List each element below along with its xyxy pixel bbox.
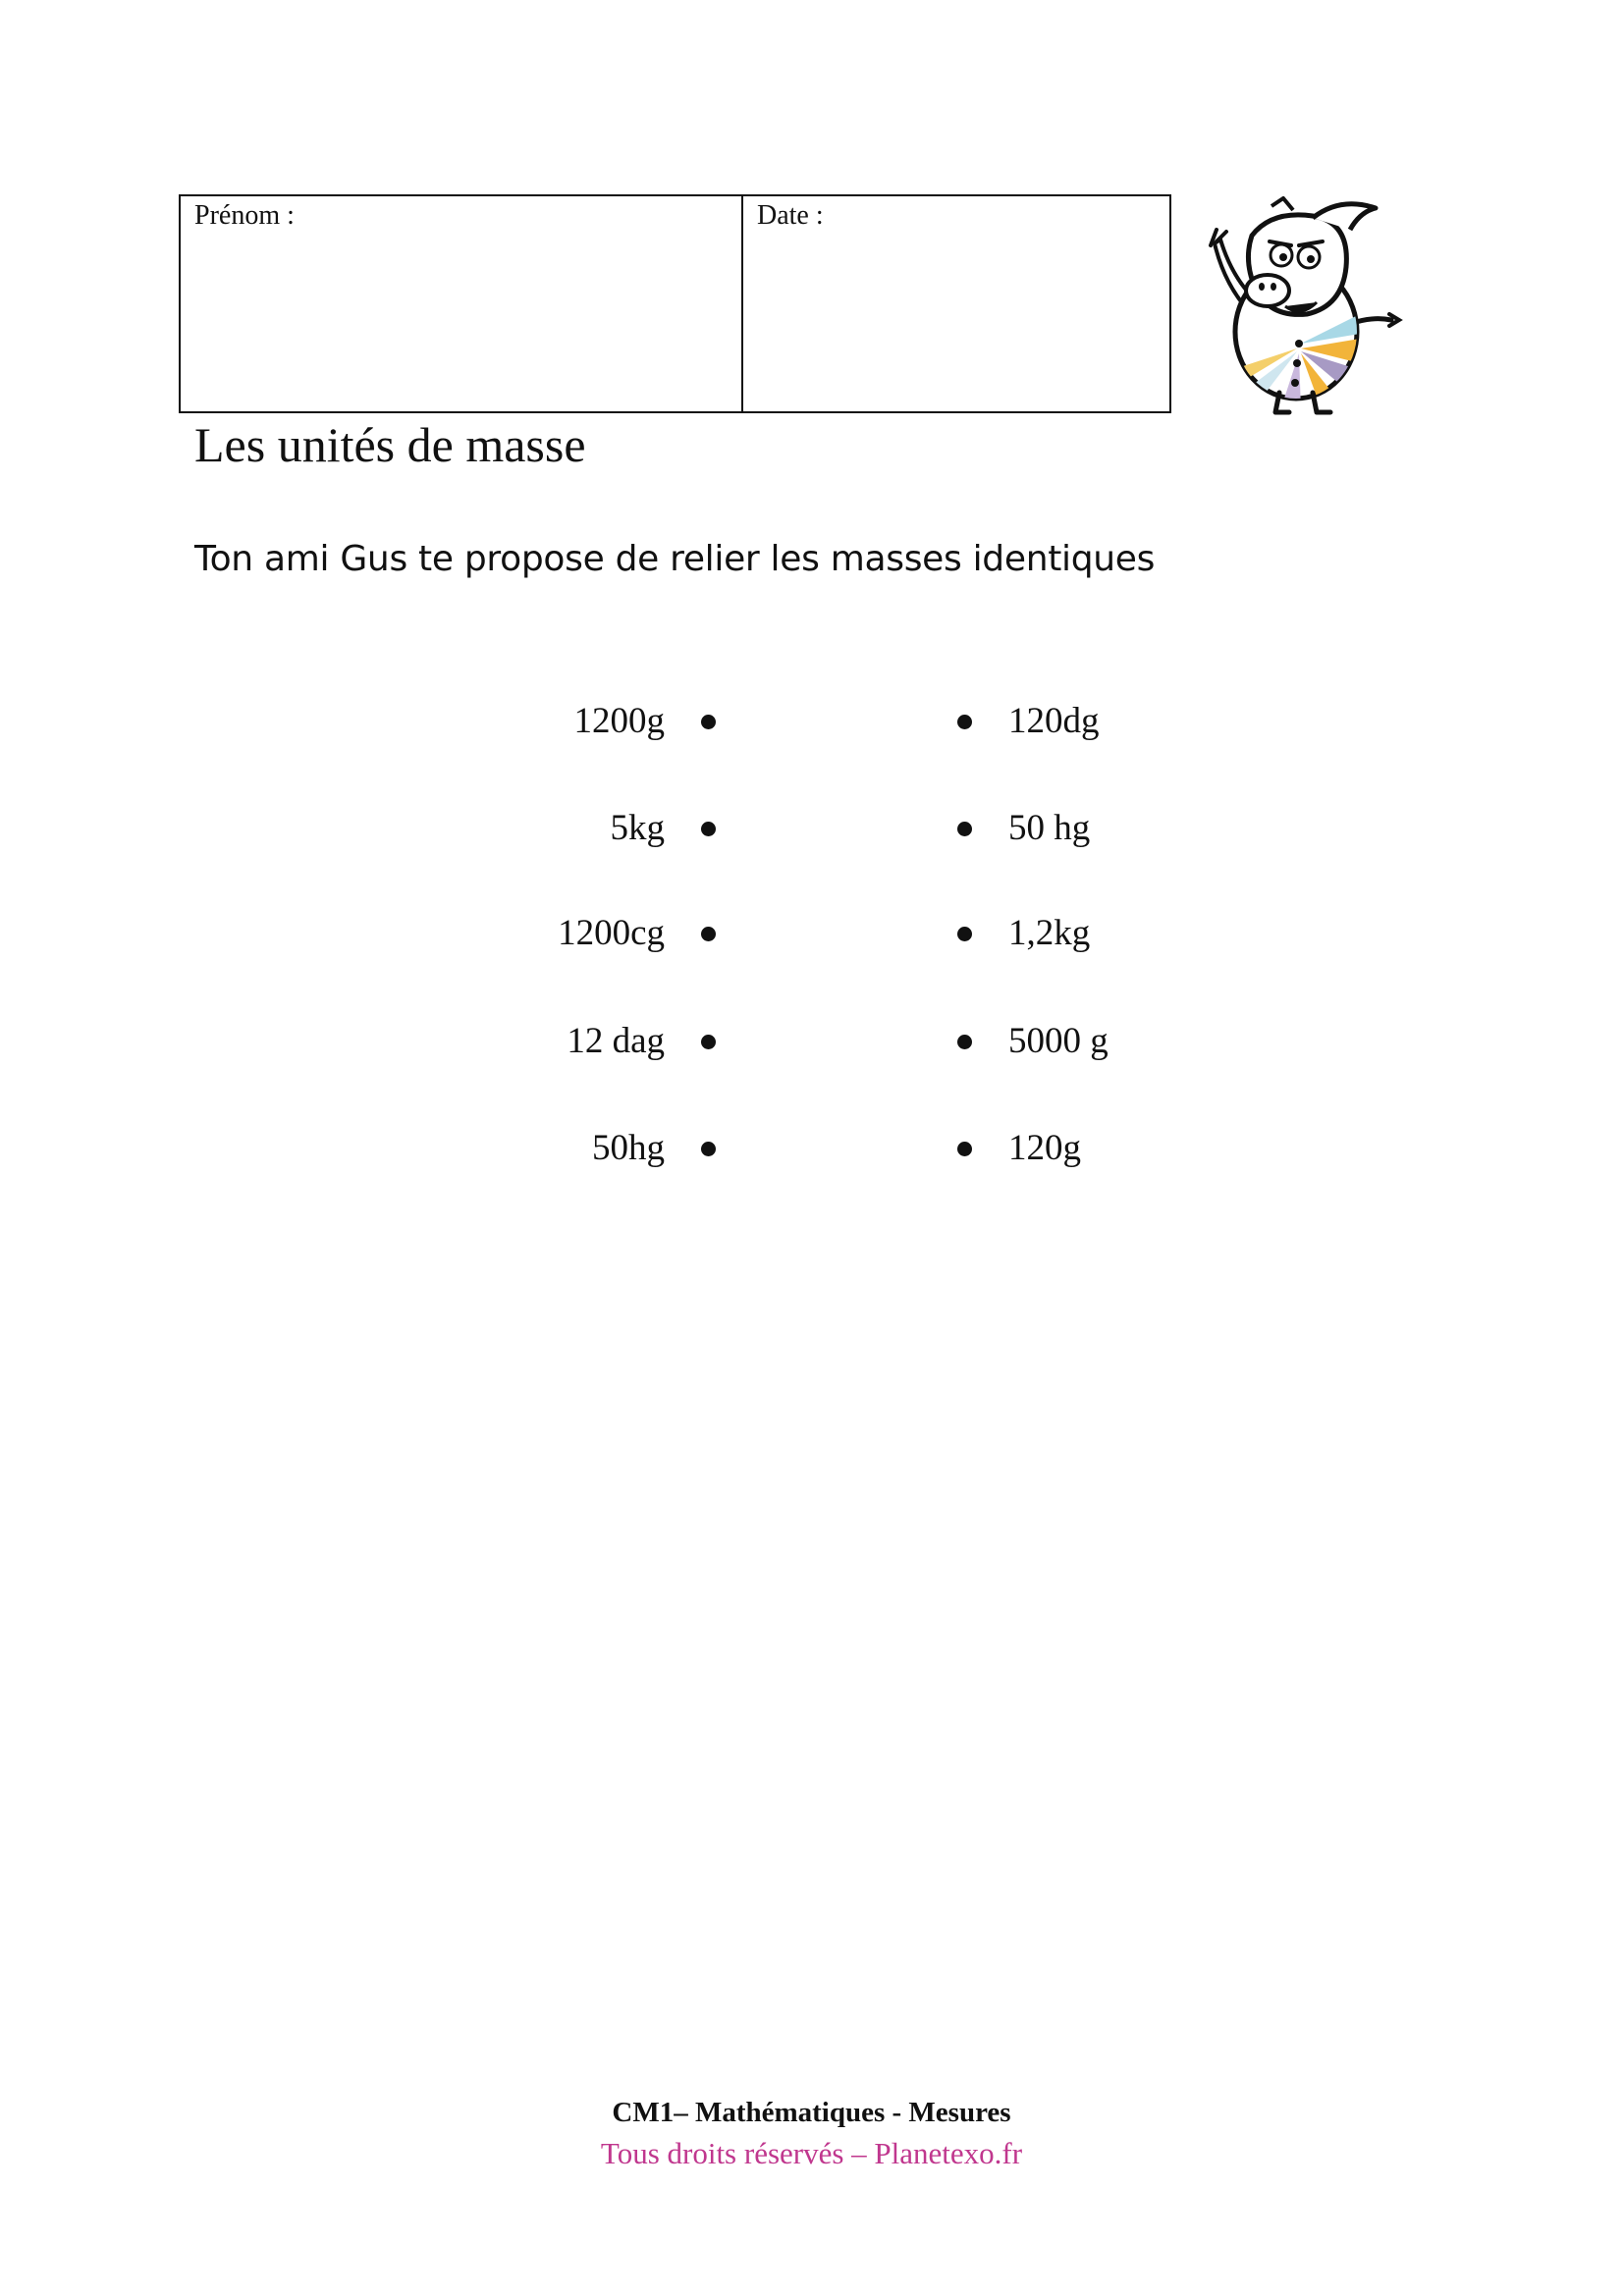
left-mass-label: 1200cg	[558, 913, 665, 953]
right-bullet-icon[interactable]	[957, 715, 972, 729]
right-mass-label: 120g	[1008, 1128, 1081, 1168]
left-bullet-icon[interactable]	[701, 1142, 716, 1156]
left-mass-label: 50hg	[592, 1128, 665, 1168]
right-bullet-icon[interactable]	[957, 927, 972, 941]
left-bullet-icon[interactable]	[701, 1035, 716, 1049]
sheep-mascot-icon	[1203, 196, 1409, 417]
right-mass-label: 1,2kg	[1008, 913, 1091, 953]
right-mass-label: 120dg	[1008, 701, 1100, 741]
left-mass-label: 5kg	[610, 808, 665, 848]
left-mass-label: 1200g	[573, 701, 665, 741]
left-bullet-icon[interactable]	[701, 715, 716, 729]
right-mass-label: 5000 g	[1008, 1021, 1109, 1061]
match-row	[0, 799, 1623, 858]
identity-table	[179, 194, 1171, 413]
footer-copyright: Tous droits réservés – Planetexo.fr	[600, 2136, 1023, 2170]
date-cell[interactable]	[743, 196, 1169, 411]
match-row	[0, 1119, 1623, 1178]
right-bullet-icon[interactable]	[957, 1142, 972, 1156]
prenom-label: Prénom :	[194, 200, 295, 231]
prenom-cell[interactable]	[181, 196, 743, 411]
match-row	[0, 692, 1623, 751]
date-label: Date :	[757, 200, 824, 231]
left-bullet-icon[interactable]	[701, 822, 716, 836]
left-mass-label: 12 dag	[567, 1021, 665, 1061]
match-row	[0, 1012, 1623, 1071]
right-bullet-icon[interactable]	[957, 1035, 972, 1049]
page-title: Les unités de masse	[194, 417, 586, 472]
right-mass-label: 50 hg	[1008, 808, 1091, 848]
right-bullet-icon[interactable]	[957, 822, 972, 836]
left-bullet-icon[interactable]	[701, 927, 716, 941]
match-row	[0, 904, 1623, 963]
footer-course-label: CM1– Mathématiques - Mesures	[612, 2097, 1011, 2128]
exercise-instruction: Ton ami Gus te propose de relier les masses identiques	[194, 539, 1156, 579]
